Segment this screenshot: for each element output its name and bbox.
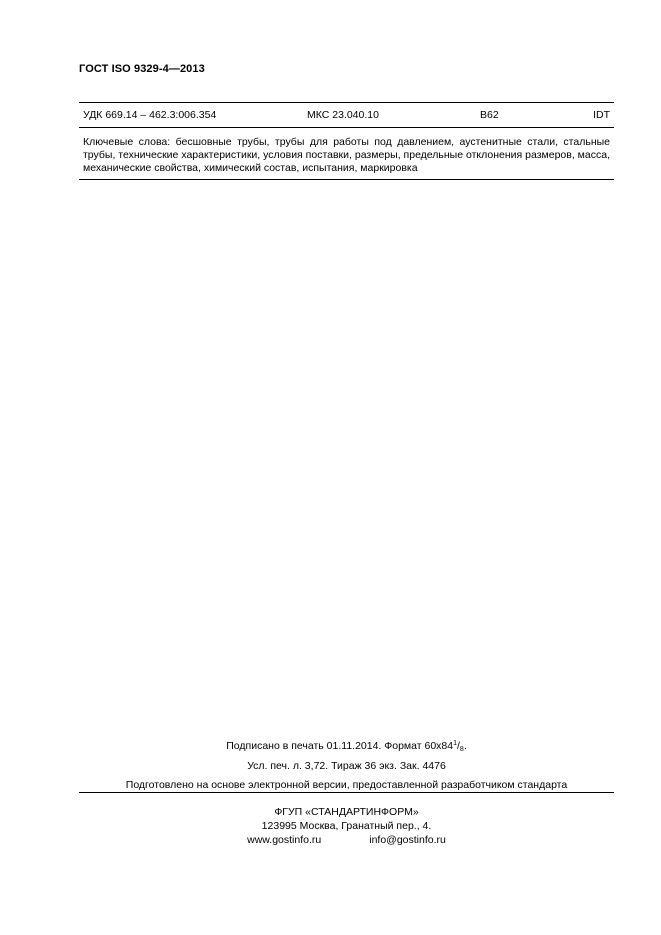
format-numerator: 1 xyxy=(453,740,457,747)
website-link[interactable]: www.gostinfo.ru xyxy=(247,834,322,846)
signed-text: Подписано в печать 01.11.2014. Формат 60x84 xyxy=(226,740,454,752)
mks-code: МКС 23.040.10 xyxy=(307,109,379,121)
prepared-note: Подготовлено на основе электронной версии, предоставленной разработчиком стандарта xyxy=(125,779,568,791)
udk-code: УДК 669.14 – 462.3:006.354 xyxy=(83,109,217,121)
keywords-divider xyxy=(79,179,614,180)
format-end: . xyxy=(463,740,467,752)
publisher-contacts xyxy=(79,834,614,846)
format-denominator: 8 xyxy=(459,746,464,753)
format-separator: / xyxy=(457,740,460,752)
email-link[interactable]: info@gostinfo.ru xyxy=(369,834,446,846)
classification-row xyxy=(79,109,614,123)
keywords-paragraph: Ключевые слова: бесшовные трубы, трубы для работы под давлением, аустенитные стали, стальные трубы, технические характеристики, условия поставки, размеры, предельные отклонения размеров, масса, механические свойства, химический состав, испытания, маркировка xyxy=(83,136,610,174)
standard-code: ГОСТ ISO 9329-4—2013 xyxy=(79,63,205,75)
equivalence-code: IDT xyxy=(593,109,610,121)
publisher-name: ФГУП «СТАНДАРТИНФОРМ» xyxy=(274,806,419,818)
okp-code: В62 xyxy=(480,109,499,121)
signed-for-print xyxy=(79,740,614,753)
footer-divider xyxy=(79,792,614,793)
print-info: Усл. печ. л. 3,72. Тираж 36 экз. Зак. 4476 xyxy=(247,760,446,772)
top-divider xyxy=(79,102,614,103)
classification-divider xyxy=(79,127,614,128)
publisher-address: 123995 Москва, Гранатный пер., 4. xyxy=(261,820,432,832)
